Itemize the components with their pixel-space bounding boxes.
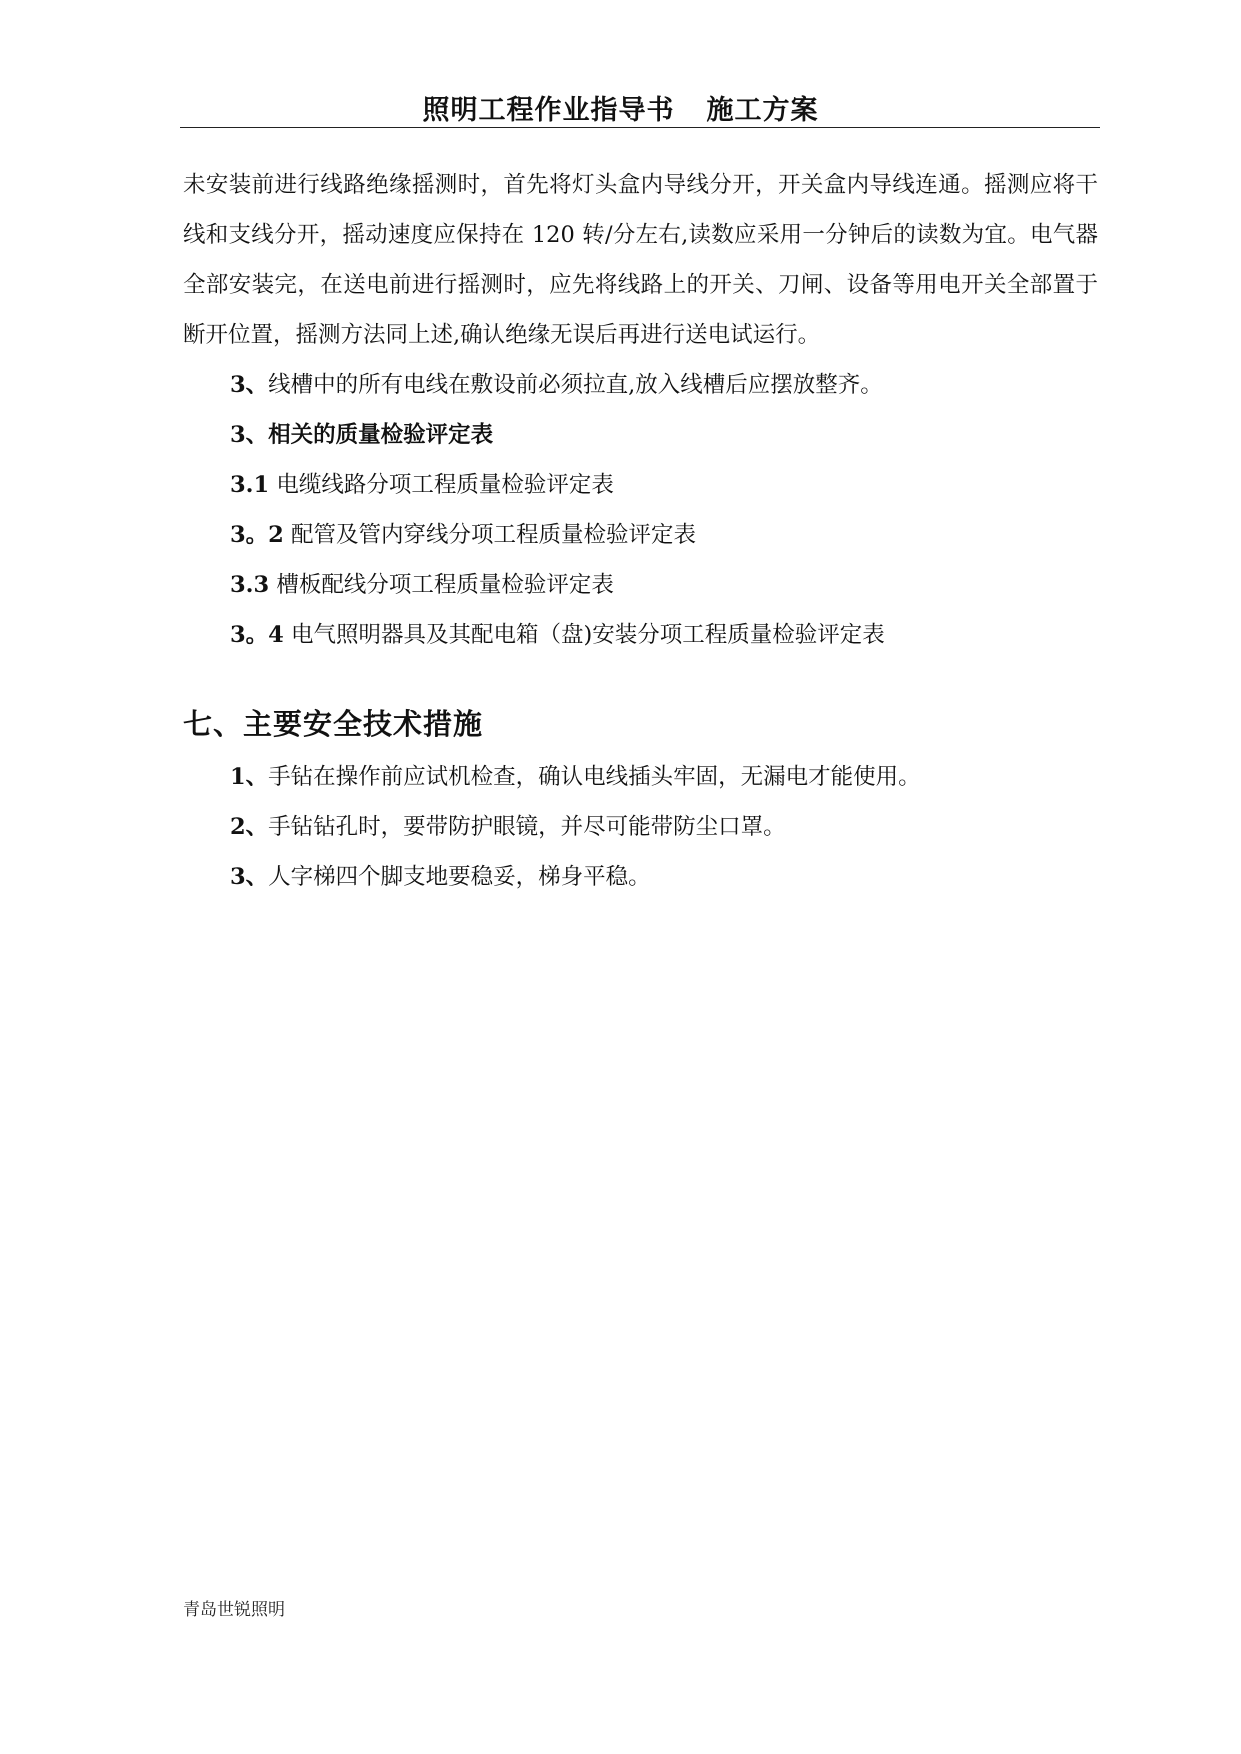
safety-item-number: 3、 <box>230 864 269 890</box>
subheading-quality-tables: 3、相关的质量检验评定表 <box>230 422 494 448</box>
table-item-text: 槽板配线分项工程质量检验评定表 <box>276 572 614 598</box>
table-item-3-3 <box>183 560 1098 610</box>
table-item-3-2 <box>183 510 1098 560</box>
item-number: 3、 <box>230 372 269 398</box>
table-item-text: 配管及管内穿线分项工程质量检验评定表 <box>290 522 696 548</box>
table-item-text: 电缆线路分项工程质量检验评定表 <box>276 472 614 498</box>
item-3-trunking <box>183 360 1098 410</box>
safety-item-text: 手钻在操作前应试机检查，确认电线插头牢固，无漏电才能使用。 <box>268 764 921 790</box>
header-title-right: 施工方案 <box>706 95 819 126</box>
table-item-number: 3.1 <box>230 472 270 498</box>
safety-item-number: 1、 <box>230 764 269 790</box>
table-item-number: 3.3 <box>230 572 270 598</box>
safety-item-text: 人字梯四个脚支地要稳妥，梯身平稳。 <box>268 864 651 890</box>
table-item-number: 3。2 <box>230 522 284 548</box>
safety-item-1 <box>183 752 1098 802</box>
table-item-number: 3。4 <box>230 622 284 648</box>
header-title-left: 照明工程作业指导书 <box>422 95 675 126</box>
item-text: 线槽中的所有电线在敷设前必须拉直,放入线槽后应摆放整齐。 <box>268 372 883 398</box>
table-item-3-1 <box>183 460 1098 510</box>
section-7-heading: 七、主要安全技术措施 <box>183 707 484 741</box>
table-item-text: 电气照明器具及其配电箱（盘)安装分项工程质量检验评定表 <box>290 622 885 648</box>
page-header <box>0 88 1241 127</box>
section-7-body <box>183 752 1098 902</box>
footer-company: 青岛世锐照明 <box>183 1600 285 1620</box>
safety-item-text: 手钻钻孔时，要带防护眼镜，并尽可能带防尘口罩。 <box>268 814 786 840</box>
header-divider <box>180 127 1100 128</box>
safety-item-3 <box>183 852 1098 902</box>
safety-item-number: 2、 <box>230 814 269 840</box>
table-item-3-4 <box>183 610 1098 660</box>
safety-item-2 <box>183 802 1098 852</box>
section-body <box>183 160 1098 660</box>
paragraph-insulation-test: 未安装前进行线路绝缘摇测时，首先将灯头盒内导线分开，开关盒内导线连通。摇测应将干线和支线分开，摇动速度应保持在 120 转/分左右,读数应采用一分钟后的读数为宜。电气器全部安装完，在送电前进行摇测时，应先将线路上的开关、刀闸、设备等用电开关全部置于断开位置，摇测方法同上述,确认绝缘无误后再进行送电试运行。 <box>183 172 1098 348</box>
